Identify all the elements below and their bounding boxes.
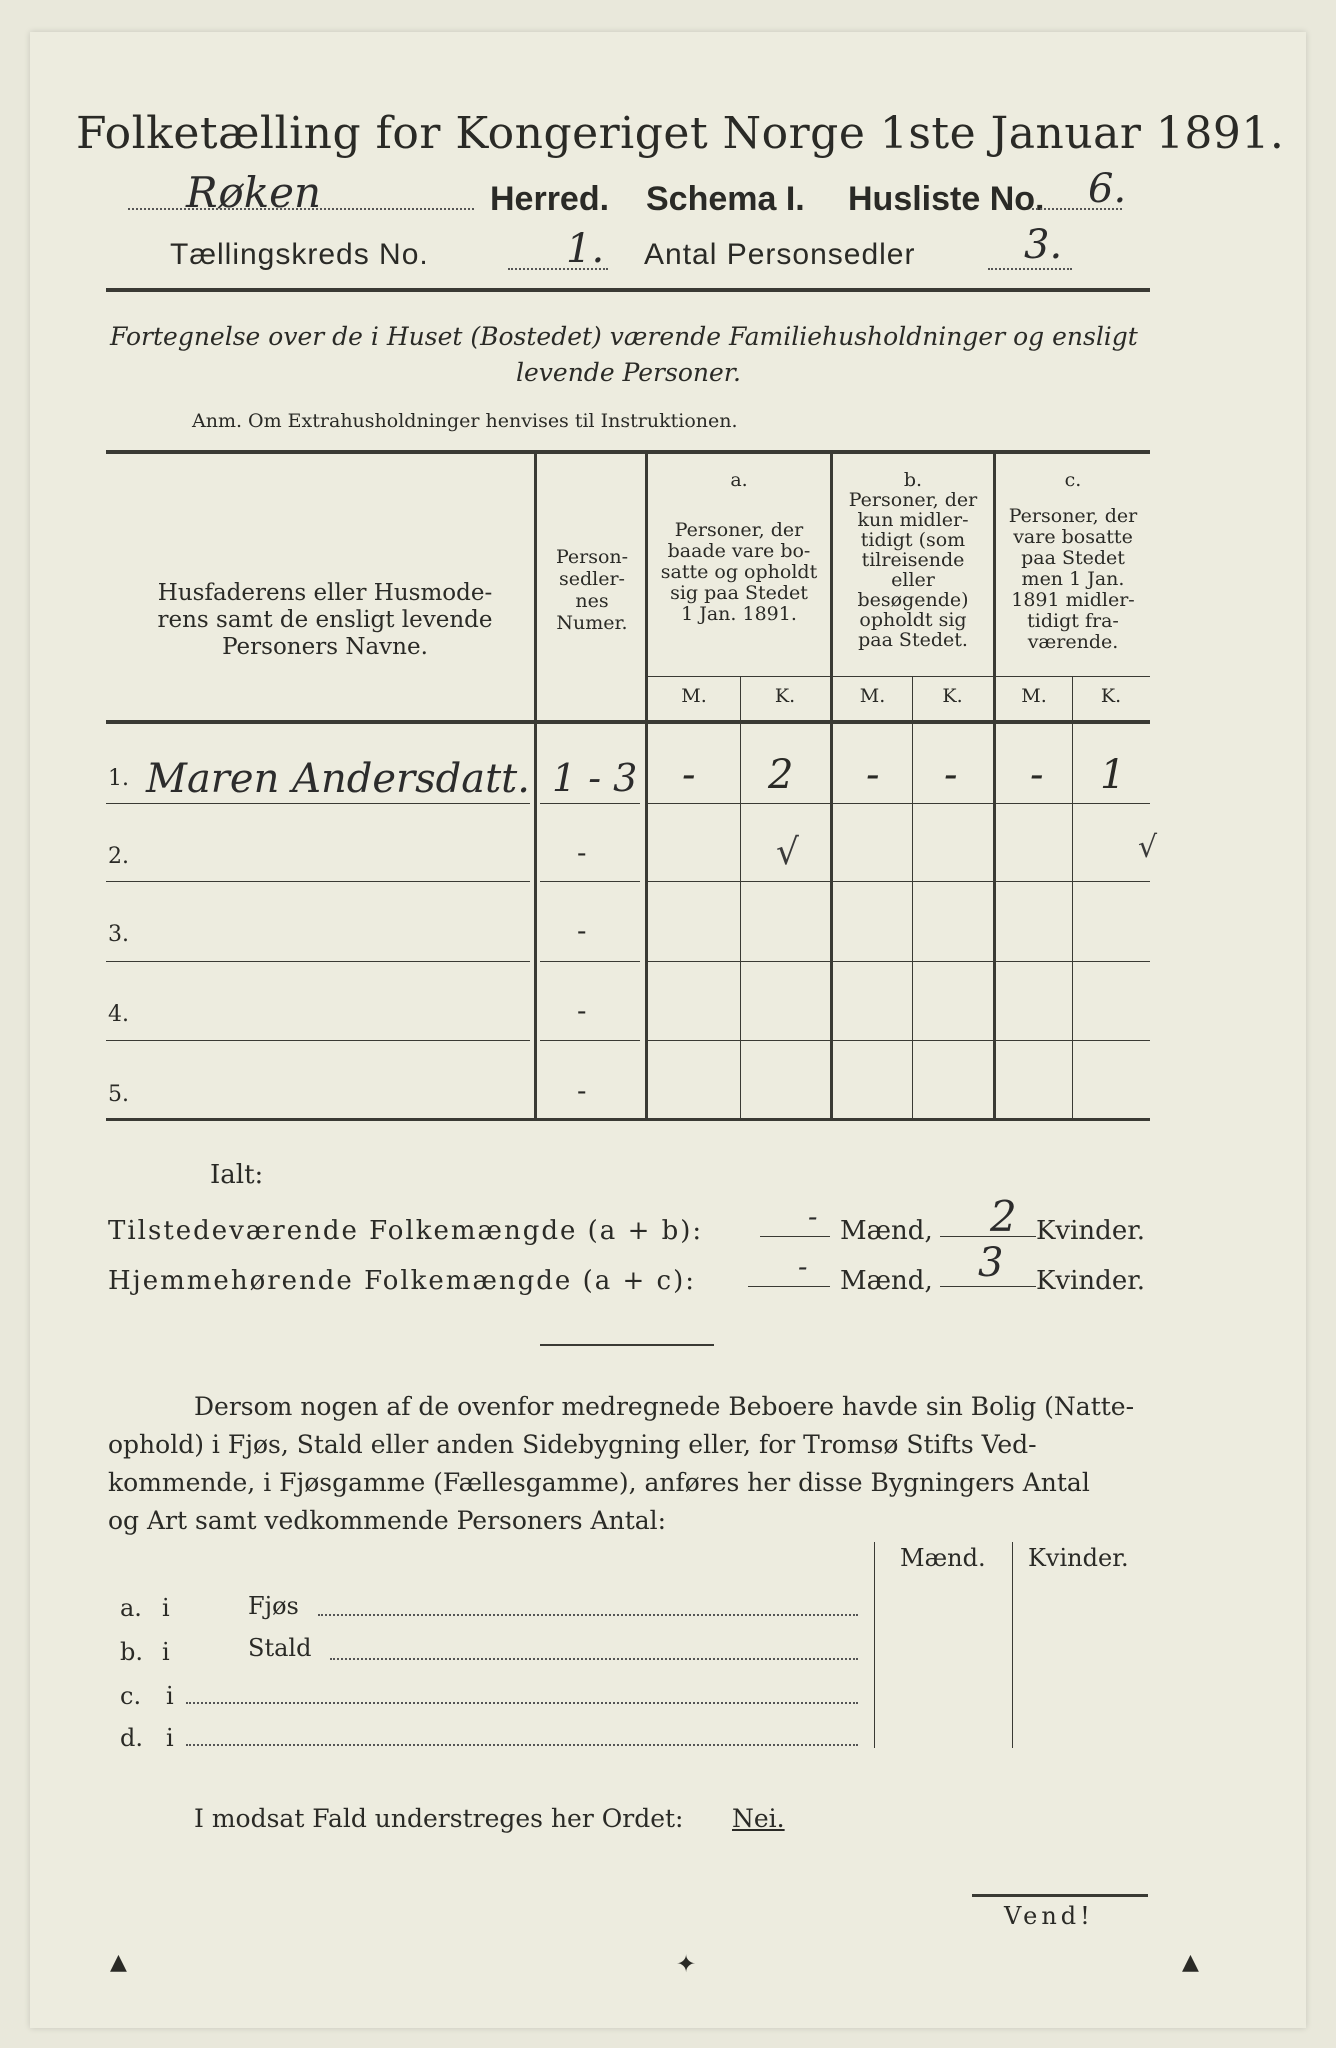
row-2-number: 2. — [108, 844, 129, 869]
row-1-a-k: 2 — [768, 752, 794, 798]
totals-line-1-kvinder-rule — [940, 1236, 1036, 1237]
row-1-c-m: - — [1030, 752, 1044, 798]
totals-line-2-maend: - — [798, 1250, 808, 1283]
outbuildings-kvinder-header: Kvinder. — [1028, 1544, 1129, 1572]
ialt-label: Ialt: — [210, 1160, 264, 1190]
vend-rule — [972, 1894, 1148, 1897]
row-1-b-m: - — [866, 752, 880, 798]
totals-line-1-maend-rule — [760, 1236, 830, 1237]
herred-label: Herred. — [490, 180, 610, 218]
item-a-dotted-line — [318, 1614, 858, 1616]
husliste-value: 6. — [1088, 166, 1127, 212]
row-1-a-m: - — [682, 752, 696, 798]
row-1-personsedler: 1 - 3 — [552, 756, 638, 800]
col-a-header: Personer, der baade vare bo- satte og opholdt sig paa Stedet 1 Jan. 1891. — [660, 519, 818, 625]
footer-text: I modsat Fald understreges her Ordet: — [194, 1804, 684, 1833]
table-bottom-rule — [106, 1118, 1150, 1121]
totals-line-2-kvinder: 3 — [978, 1240, 1004, 1286]
item-a-name: Fjøs — [248, 1592, 299, 1620]
sub-rule-a — [648, 676, 830, 677]
corner-mark-right-icon: ▲ — [1182, 1950, 1199, 1975]
outbuildings-para-3: kommende, i Fjøsgamme (Fællesgamme), anføres her disse Bygningers Antal — [108, 1468, 1090, 1497]
header-rule — [106, 288, 1150, 292]
outbuildings-col-line-2 — [1012, 1542, 1013, 1748]
row-rule-3c — [648, 961, 1150, 962]
outbuildings-para-1: Dersom nogen af de ovenfor medregnede Beboere havde sin Bolig (Natte- — [194, 1392, 1135, 1421]
row-1-number: 1. — [108, 766, 129, 791]
totals-line-1-kvinder-label: Kvinder. — [1036, 1216, 1146, 1246]
form-title: Folketælling for Kongeriget Norge 1ste Januar 1891. — [76, 108, 1285, 159]
c-m-label: M. — [1021, 685, 1047, 707]
col-b-header: Personer, der kun midler- tidigt (som tilreisende eller besøgende) opholdt sig paa Stedet. — [848, 489, 978, 651]
row-rule-4 — [106, 1040, 530, 1041]
outbuildings-para-4: og Art samt vedkommende Personers Antal: — [108, 1506, 667, 1535]
corner-mark-left-icon: ▲ — [110, 1950, 127, 1975]
totals-line-2-label: Hjemmehørende Folkemængde (a + c): — [108, 1266, 696, 1296]
totals-line-2-kvinder-label: Kvinder. — [1036, 1266, 1146, 1296]
item-d-dotted-line — [186, 1744, 858, 1746]
b-k-label: K. — [942, 685, 963, 707]
row-5-personsedler: - — [577, 1074, 587, 1107]
totals-line-2-kvinder-rule — [940, 1286, 1036, 1287]
footer-word-nei: Nei. — [732, 1804, 785, 1833]
totals-line-1-maend: - — [808, 1200, 818, 1233]
row-rule-1c — [648, 803, 1150, 804]
outbuildings-para-2: ophold) i Fjøs, Stald eller anden Sidebygning eller, for Tromsø Stifts Ved- — [108, 1430, 1037, 1459]
totals-line-1-maend-label: Mænd, — [840, 1216, 933, 1246]
row-rule-3 — [106, 961, 530, 962]
item-c-dotted-line — [186, 1702, 858, 1704]
antal-dotted-line — [988, 268, 1072, 270]
col-line-1 — [534, 454, 537, 1118]
a-k-label: K. — [774, 685, 796, 707]
item-d-letter: d. — [120, 1724, 143, 1752]
row-3-personsedler: - — [577, 914, 587, 947]
totals-line-2-maend-label: Mænd, — [840, 1266, 933, 1296]
row-4-number: 4. — [108, 1002, 129, 1027]
separator-rule — [540, 1344, 714, 1346]
intro-line-2: levende Personer. — [516, 358, 741, 387]
item-b-letter: b. — [120, 1638, 143, 1666]
sub-rule-c — [996, 676, 1150, 677]
row-rule-2 — [106, 881, 530, 882]
husliste-label: Husliste No. — [848, 180, 1045, 218]
b-m-label: M. — [859, 685, 886, 707]
col-num-header: Person- sedler- nes Numer. — [555, 546, 629, 634]
item-b-dotted-line — [330, 1658, 858, 1660]
row-rule-1b — [540, 803, 640, 804]
antal-label: Antal Personsedler — [644, 238, 916, 271]
a-m-label: M. — [681, 685, 707, 707]
totals-line-1-label: Tilstedeværende Folkemængde (a + b): — [108, 1216, 704, 1246]
outbuildings-col-line-1 — [874, 1542, 875, 1748]
row-3-number: 3. — [108, 922, 129, 947]
anm-note: Anm. Om Extrahusholdninger henvises til Instruktionen. — [192, 410, 738, 432]
intro-line-1: Fortegnelse over de i Huset (Bostedet) værende Familiehusholdninger og ensligt — [110, 322, 1138, 351]
item-c-letter: c. — [120, 1682, 142, 1710]
col-b-letter: b. — [903, 469, 923, 491]
col-a-letter: a. — [730, 469, 748, 491]
col-names-header: Husfaderens eller Husmode- rens samt de ensligt levende Personers Navne. — [157, 580, 493, 660]
row-rule-4b — [540, 1040, 640, 1041]
totals-line-1-kvinder: 2 — [990, 1192, 1017, 1241]
schema-label: Schema I. — [646, 180, 805, 218]
row-2-c-k: √ — [1138, 830, 1158, 865]
col-c-letter: c. — [1064, 469, 1082, 491]
mk-line-a — [740, 676, 741, 1118]
row-rule-2c — [648, 881, 1150, 882]
c-k-label: K. — [1100, 685, 1122, 707]
row-rule-4c — [648, 1040, 1150, 1041]
col-c-header: Personer, der vare bosatte paa Stedet men 1 Jan. 1891 midler- tidigt fra- værende. — [1008, 505, 1138, 653]
item-a-letter: a. — [120, 1594, 142, 1622]
center-mark-icon: ✦ — [676, 1950, 697, 1978]
row-4-personsedler: - — [577, 994, 587, 1027]
row-2-personsedler: - — [577, 836, 587, 869]
row-rule-2b — [540, 881, 640, 882]
mk-line-b — [912, 676, 913, 1118]
row-2-a-k: √ — [776, 832, 799, 873]
item-c-prep: i — [166, 1682, 174, 1710]
antal-value: 3. — [1024, 222, 1063, 268]
row-1-b-k: - — [944, 752, 958, 798]
kreds-value: 1. — [566, 226, 605, 272]
herred-value: Røken — [186, 168, 322, 217]
vend-label: Vend! — [1004, 1902, 1094, 1930]
item-d-prep: i — [166, 1724, 174, 1752]
item-b-prep: i — [162, 1638, 170, 1666]
row-5-number: 5. — [108, 1082, 129, 1107]
item-b-name: Stald — [248, 1634, 312, 1662]
totals-line-2-maend-rule — [748, 1286, 830, 1287]
sub-rule-b — [833, 676, 993, 677]
kreds-label: Tællingskreds No. — [170, 238, 429, 271]
row-1-c-k: 1 — [1100, 752, 1126, 798]
outbuildings-maend-header: Mænd. — [900, 1544, 986, 1572]
row-rule-1 — [106, 803, 530, 804]
item-a-prep: i — [162, 1594, 170, 1622]
row-rule-3b — [540, 961, 640, 962]
mk-line-c — [1072, 676, 1073, 1118]
row-1-name: Maren Andersdatt. — [146, 756, 530, 802]
